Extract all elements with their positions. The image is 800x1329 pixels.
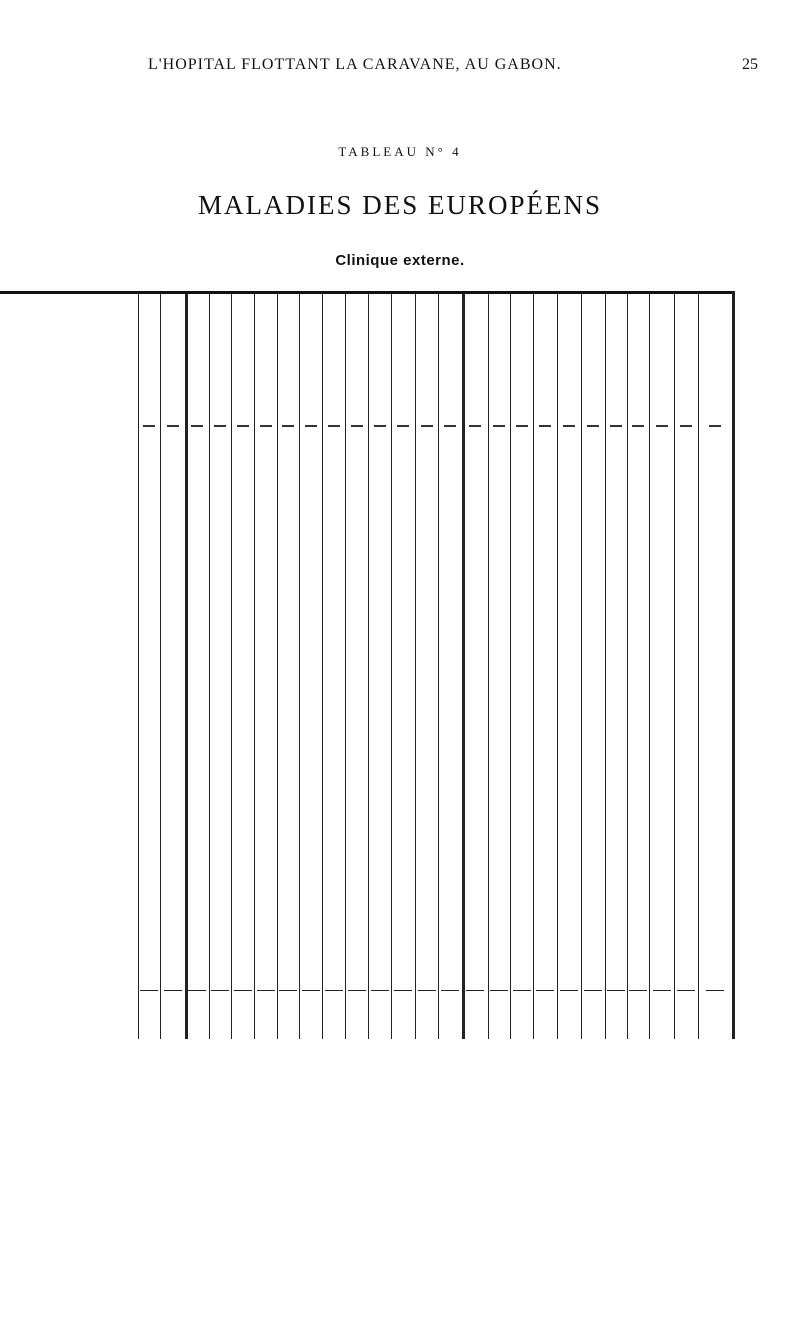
header-dash [143,425,155,427]
month-header [215,300,226,418]
column-separator [557,294,558,1039]
sum-rule [584,990,602,991]
header-dash [374,425,386,427]
month-header [588,300,599,418]
column-separator [488,294,489,1039]
column-separator [510,294,511,1039]
month-header [283,300,294,418]
sum-rule [279,990,297,991]
column-separator [674,294,675,1039]
column-separator [415,294,416,1039]
header-dash [587,425,599,427]
column-separator [345,294,346,1039]
header-dash [167,425,179,427]
header-dash [214,425,226,427]
month-header [328,300,339,418]
column-separator [462,294,465,1039]
month-header [260,300,271,418]
column-separator [138,294,139,1039]
column-separator [277,294,278,1039]
sum-rule [394,990,412,991]
sum-rule [211,990,229,991]
header-dash [656,425,668,427]
header-dash [328,425,340,427]
sum-rule [348,990,366,991]
month-header [564,300,575,418]
header-dash [469,425,481,427]
sum-rule [164,990,182,991]
header-dash [237,425,249,427]
month-header [708,300,722,418]
sum-rule [629,990,647,991]
month-header [374,300,385,418]
month-header [192,300,203,418]
column-separator [438,294,439,1039]
sum-rule [536,990,554,991]
month-header [398,300,409,418]
month-header [421,300,432,418]
header-dash [282,425,294,427]
month-header [540,300,551,418]
sum-rule [466,990,484,991]
sum-rule [677,990,695,991]
header-dash [680,425,692,427]
sum-rule [706,990,724,991]
month-header [167,300,178,418]
header-dash [421,425,433,427]
sum-rule [234,990,252,991]
sum-rule [302,990,320,991]
header-dash [397,425,409,427]
column-separator [698,294,699,1039]
month-header [656,300,667,418]
sum-rule [257,990,275,991]
header-dash [632,425,644,427]
month-header [681,300,692,418]
column-separator [254,294,255,1039]
month-header [470,300,481,418]
header-dash [191,425,203,427]
header-dash [444,425,456,427]
column-separator [231,294,232,1039]
header-dash [610,425,622,427]
month-header [305,300,316,418]
table-title: MALADIES DES EUROPÉENS [197,190,603,220]
sum-rule [140,990,158,991]
column-separator [605,294,606,1039]
sum-rule [418,990,436,991]
sum-rule [188,990,206,991]
sum-rule [441,990,459,991]
column-separator [185,294,188,1039]
month-header [611,300,622,418]
month-header [633,300,644,418]
sum-rule [560,990,578,991]
header-dash [563,425,575,427]
sum-rule [513,990,531,991]
header-dash [305,425,317,427]
column-separator [209,294,210,1039]
sum-rule [653,990,671,991]
running-title: L'HOPITAL FLOTTANT LA CARAVANE, AU GABON. [148,56,562,73]
month-header [516,300,527,418]
header-dash [260,425,272,427]
column-separator [627,294,628,1039]
month-header [445,300,456,418]
table-right-border [732,291,735,1039]
header-dash [516,425,528,427]
header-dash [351,425,363,427]
column-separator [368,294,369,1039]
page-number: 25 [742,56,758,73]
table-number: TABLEAU N° 4 [338,144,462,159]
sum-rule [490,990,508,991]
sum-rule [371,990,389,991]
column-separator [581,294,582,1039]
header-dash [539,425,551,427]
month-header [237,300,248,418]
column-separator [533,294,534,1039]
month-header [144,300,155,418]
sum-rule [325,990,343,991]
header-dash [493,425,505,427]
column-separator [322,294,323,1039]
month-header [494,300,505,418]
column-separator [649,294,650,1039]
column-separator [299,294,300,1039]
header-dash [709,425,721,427]
table-subtitle: Clinique externe. [335,252,465,269]
sum-rule [607,990,625,991]
month-header [351,300,362,418]
column-separator [160,294,161,1039]
column-separator [391,294,392,1039]
